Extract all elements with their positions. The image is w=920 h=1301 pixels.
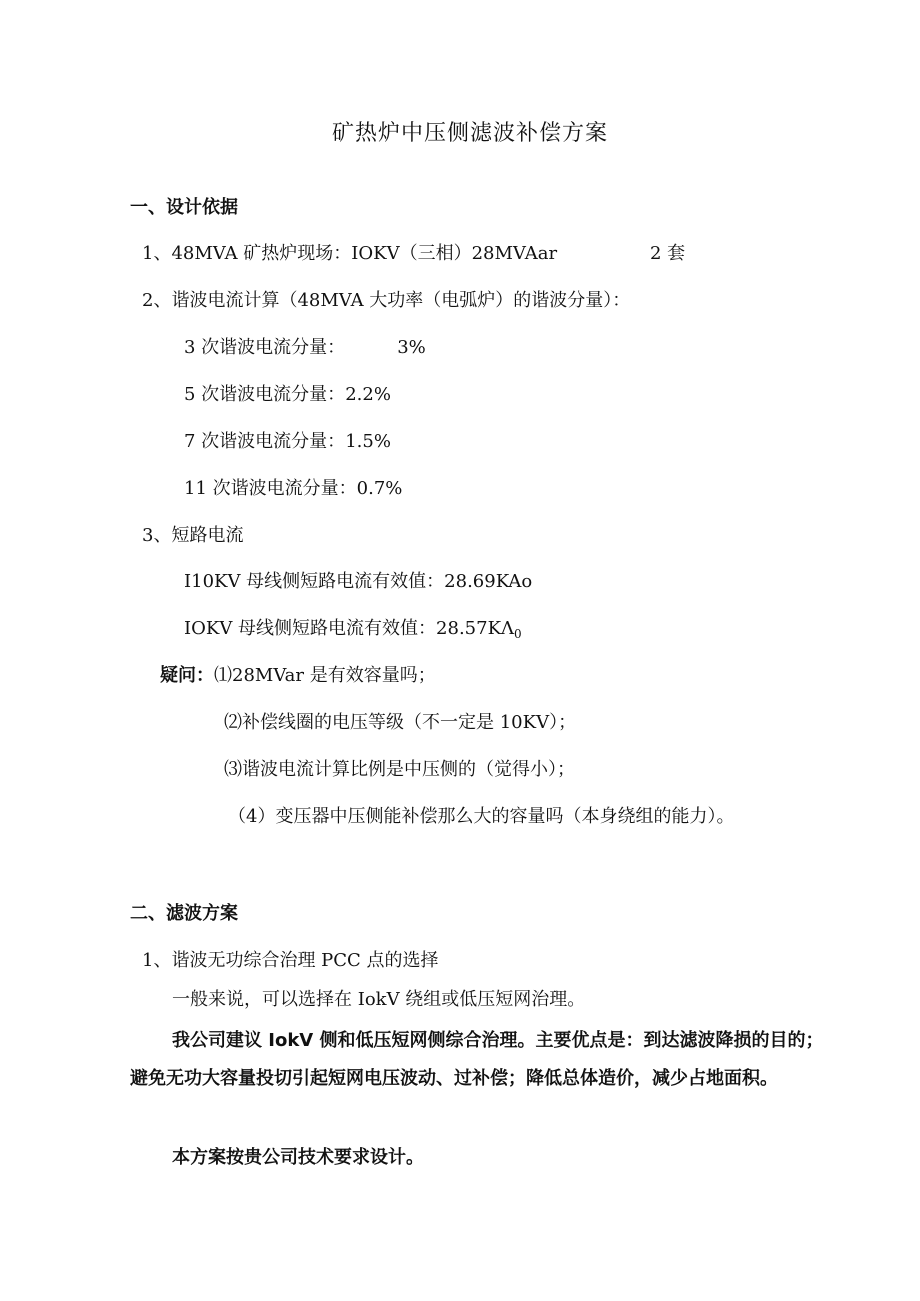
short-circuit-10kv <box>184 617 522 646</box>
harmonic-row-3 <box>184 336 426 360</box>
section2-heading: 二、滤波方案 <box>130 903 238 924</box>
document-title: 矿热炉中压侧滤波补偿方案 <box>332 121 609 146</box>
section2-paragraph-1: 我公司建议 IokV 侧和低压短网侧综合治理。主要优点是：到达滤波降损的目的；避免无功大容量投切引起短网电压波动、过补偿；降低总体造价，减少占地面积。 <box>130 1030 824 1089</box>
question-4: （4）变压器中压侧能补偿那么大的容量吗（本身绕组的能力）。 <box>228 806 735 827</box>
harmonic-value: 3% <box>397 337 426 358</box>
question-1 <box>160 664 436 688</box>
short-circuit-suffix: 0 <box>514 627 522 641</box>
question-text: ⑴28MVar 是有效容量吗； <box>214 665 436 686</box>
section2-paragraph-2: 本方案按贵公司技术要求设计。 <box>172 1147 424 1168</box>
harmonic-row-5 <box>184 383 391 407</box>
section1-item1 <box>142 242 557 266</box>
harmonic-row-11 <box>184 477 402 501</box>
harmonic-value: 2.2% <box>345 384 391 405</box>
harmonic-value: 0.7% <box>356 478 403 499</box>
harmonic-row-7 <box>184 430 391 454</box>
questions-label: 疑问： <box>160 665 214 686</box>
harmonic-label: 3 次谐波电流分量： <box>184 337 346 358</box>
item1-quantity: 2 套 <box>650 243 686 264</box>
harmonic-label: 5 次谐波电流分量： <box>184 384 346 405</box>
question-3: ⑶谐波电流计算比例是中压侧的（觉得小）； <box>224 759 575 780</box>
section2-item1: 1、谐波无功综合治理 PCC 点的选择 <box>142 950 439 971</box>
question-2: ⑵补偿线圈的电压等级（不一定是 10KV）； <box>224 712 577 733</box>
harmonic-label: 11 次谐波电流分量： <box>184 478 357 499</box>
harmonic-value: 1.5% <box>345 431 391 452</box>
section2-line1: 一般来说，可以选择在 IokV 绕组或低压短网治理。 <box>172 989 586 1010</box>
short-circuit-110kv: I10KV 母线侧短路电流有效值：28.69KAo <box>184 571 533 592</box>
harmonic-label: 7 次谐波电流分量： <box>184 431 346 452</box>
section1-heading: 一、设计依据 <box>130 197 238 218</box>
item1-text: 1、48MVA 矿热炉现场：IOKV（三相）28MVAar <box>142 243 558 264</box>
section1-item2: 2、谐波电流计算（48MVA 大功率（电弧炉）的谐波分量）： <box>142 290 631 311</box>
short-circuit-text: IOKV 母线侧短路电流有效值：28.57KΛ <box>184 618 515 639</box>
section1-item3: 3、短路电流 <box>142 525 244 546</box>
